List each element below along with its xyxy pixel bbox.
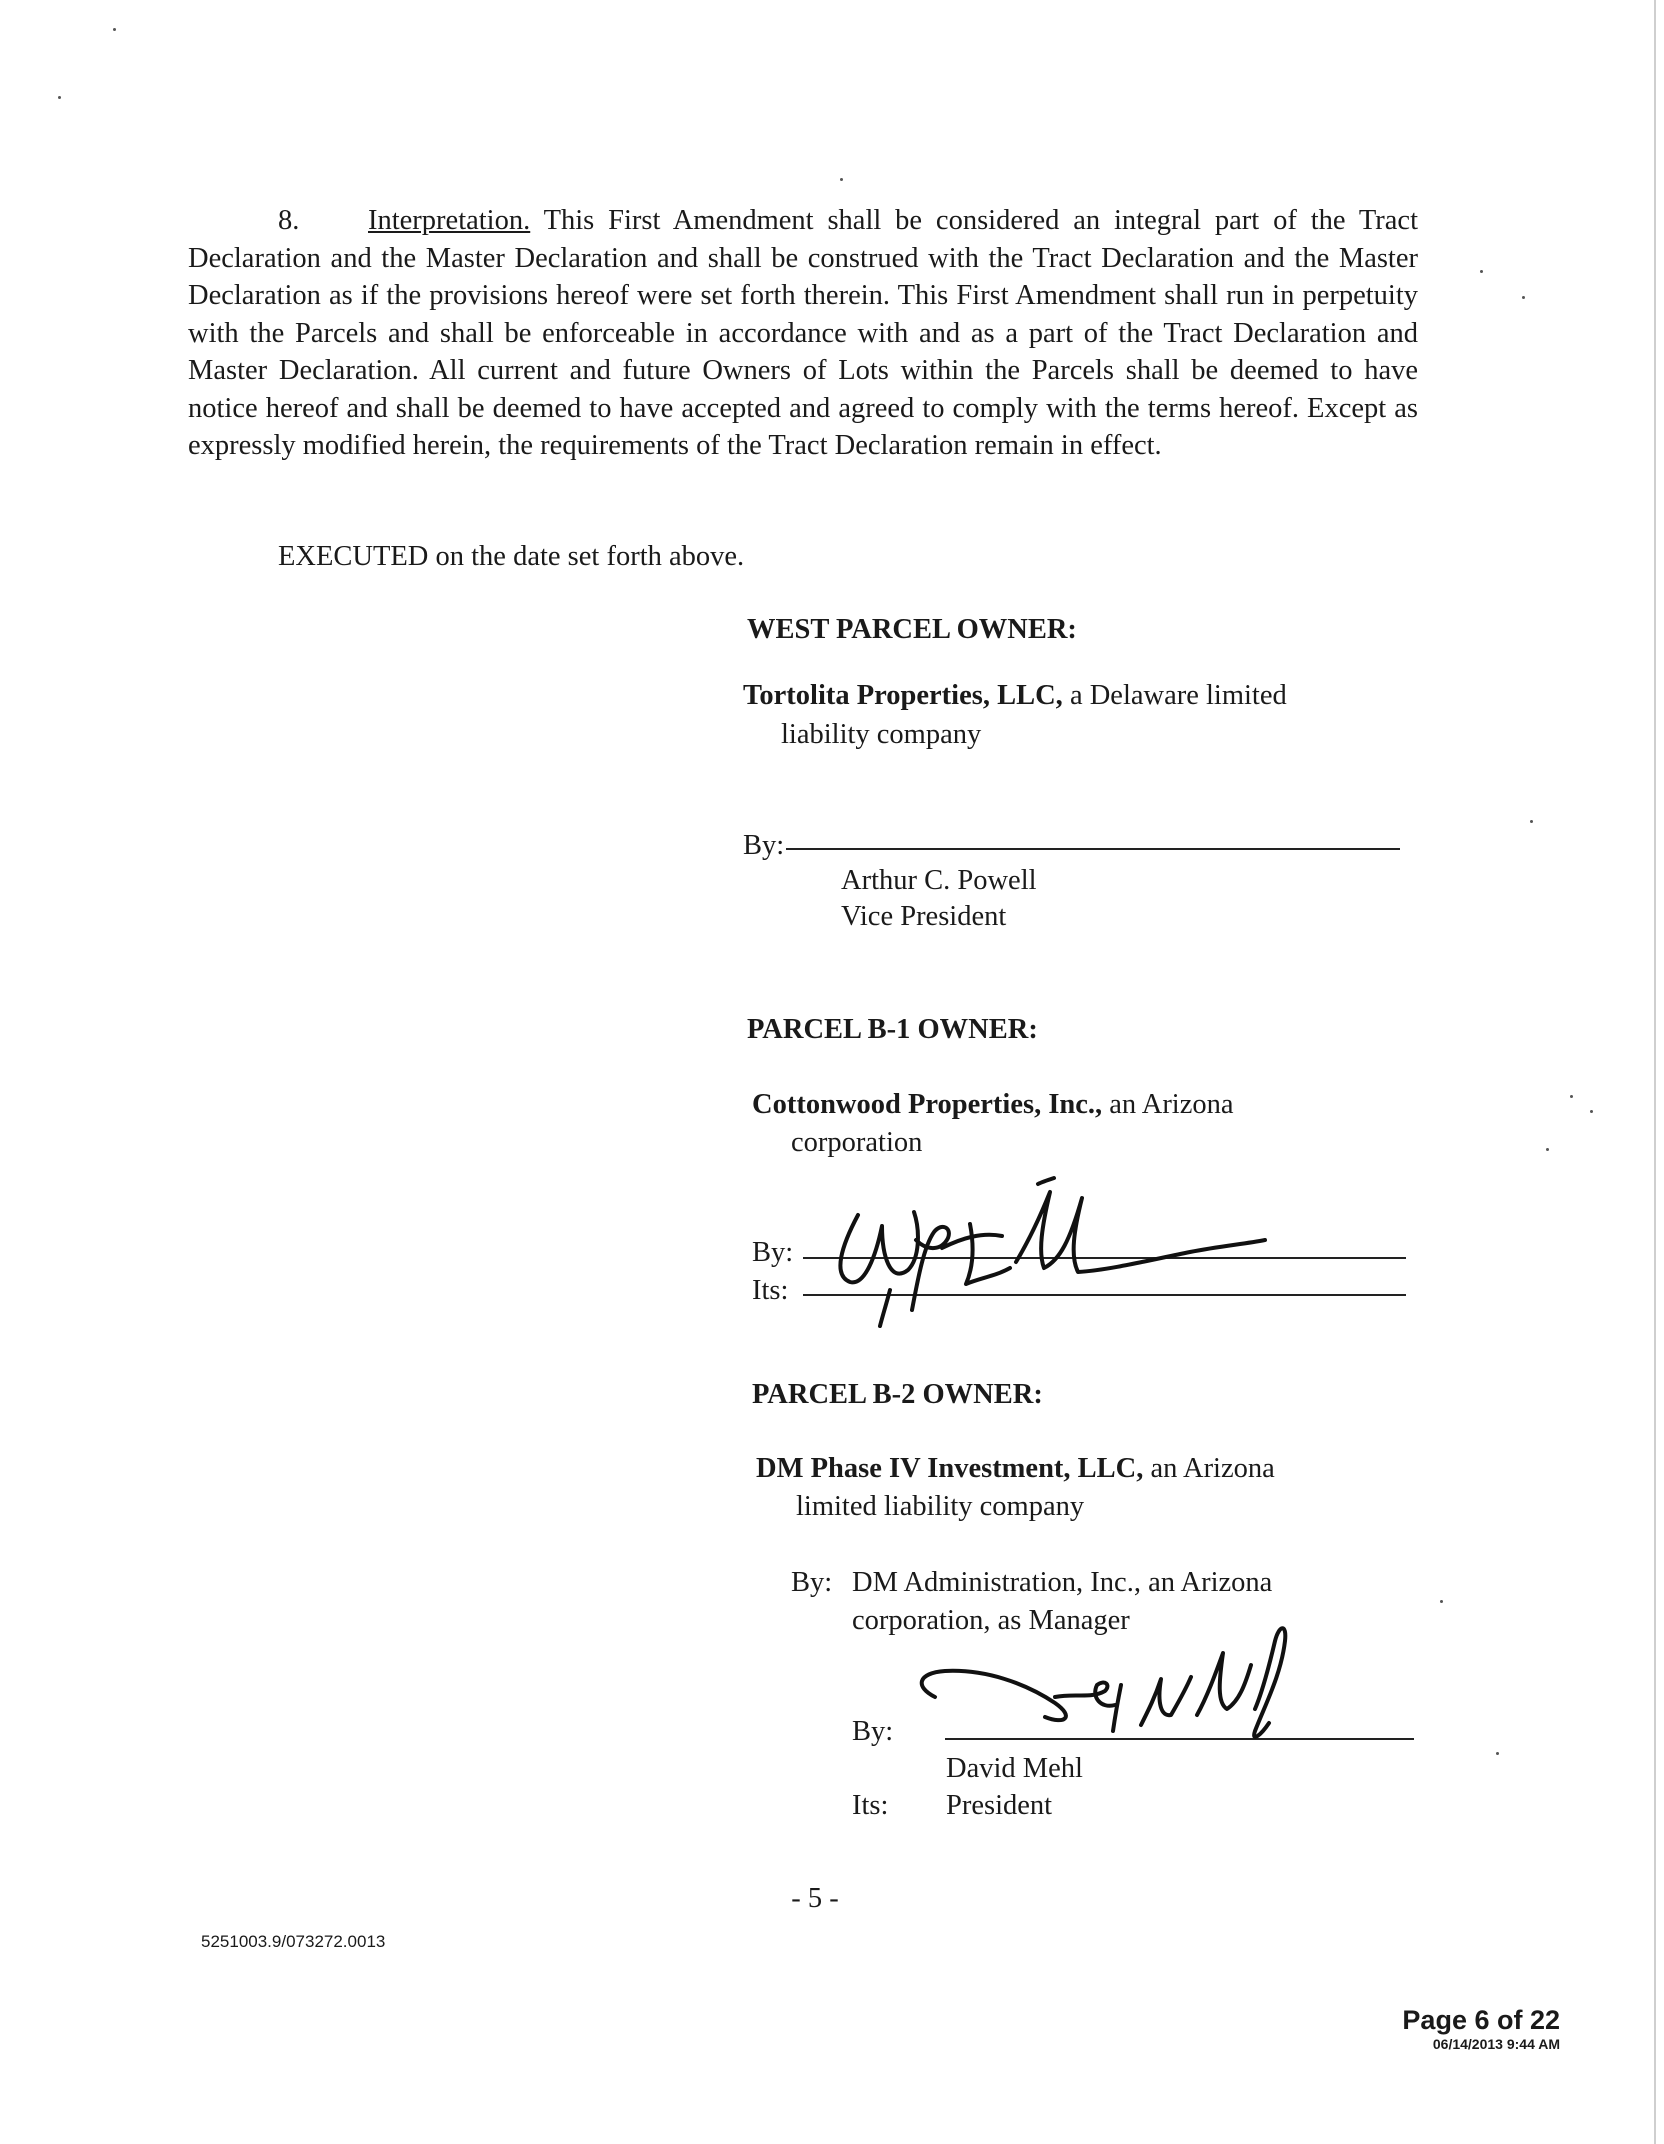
b1-entity-desc: an Arizona [1102,1089,1234,1120]
b2-manager-line-1: DM Administration, Inc., an Arizona [852,1567,1273,1598]
b1-entity-name: Cottonwood Properties, Inc., [752,1089,1103,1120]
scan-speck [1530,820,1533,823]
paragraph-body: This First Amendment shall be considered an integral part of the Tract Declaration and the Master Declaration and shall be construed with the Tract Declaration and the Master Declaration as if the provisions hereof were set forth therein. This First Amendment shall run in perpetuity with the Parcels and shall be enforceable in accordance with and as a part of the Tract Declaration and Master Declaration. All current and future Owners of Lots within the Parcels shall be deemed to have notice hereof and shall be deemed to have accepted and agreed to comply with the terms hereof. Except as expressly modified herein, the requirements of the Tract Declaration remain in effect. [188,205,1418,461]
b1-entity-line [752,1086,1234,1123]
b2-signer-name: David Mehl [946,1753,1083,1784]
scan-speck [1480,270,1483,273]
scan-speck [1496,1752,1499,1755]
page-number: - 5 - [791,1883,839,1914]
b2-signature [905,1605,1355,1765]
b2-signer-title: President [946,1790,1053,1821]
timestamp: 06/14/2013 9:44 AM [1432,2036,1560,2052]
west-entity-name: Tortolita Properties, LLC, [743,680,1063,711]
b1-its-label: Its: [752,1275,789,1306]
page-stamp: Page 6 of 22 [1402,2005,1560,2035]
b2-heading: PARCEL B-2 OWNER: [752,1379,1043,1410]
b2-entity-line [756,1450,1275,1487]
west-signature-line [786,848,1400,850]
west-signer-title: Vice President [841,901,1007,932]
interpretation-paragraph [188,202,1418,465]
scan-speck [1570,1095,1573,1098]
scan-edge [1654,0,1656,2144]
paragraph-number: 8. [278,205,300,236]
b1-entity-desc-2: corporation [791,1127,923,1158]
executed-statement: EXECUTED on the date set forth above. [278,541,745,572]
b2-entity-desc-2: limited liability company [796,1491,1085,1522]
west-entity-desc-2: liability company [781,719,982,750]
scan-speck [1440,1600,1443,1603]
scan-speck [1546,1148,1549,1151]
b1-by-label: By: [752,1237,794,1268]
scan-speck [113,28,116,31]
paragraph-heading: Interpretation. [368,205,531,236]
west-parcel-heading: WEST PARCEL OWNER: [747,614,1077,645]
scan-speck [1522,296,1525,299]
b2-entity-desc: an Arizona [1143,1453,1275,1484]
document-id: 5251003.9/073272.0013 [201,1932,386,1951]
scan-speck [840,178,843,181]
scan-speck [58,96,61,99]
west-by-label: By: [743,830,785,861]
west-entity-line [743,677,1287,714]
b1-heading: PARCEL B-1 OWNER: [747,1014,1038,1045]
west-signer-name: Arthur C. Powell [841,865,1037,896]
b2-entity-name: DM Phase IV Investment, LLC, [756,1453,1144,1484]
b2-manager-line-2: corporation, as Manager [852,1605,1130,1636]
scan-speck [1590,1110,1593,1113]
b1-signature [820,1160,1300,1330]
b2-by-label: By: [852,1716,894,1747]
b2-its-label: Its: [852,1790,889,1821]
west-entity-desc: a Delaware limited [1062,680,1287,711]
b2-manager-by-label: By: [791,1567,833,1598]
